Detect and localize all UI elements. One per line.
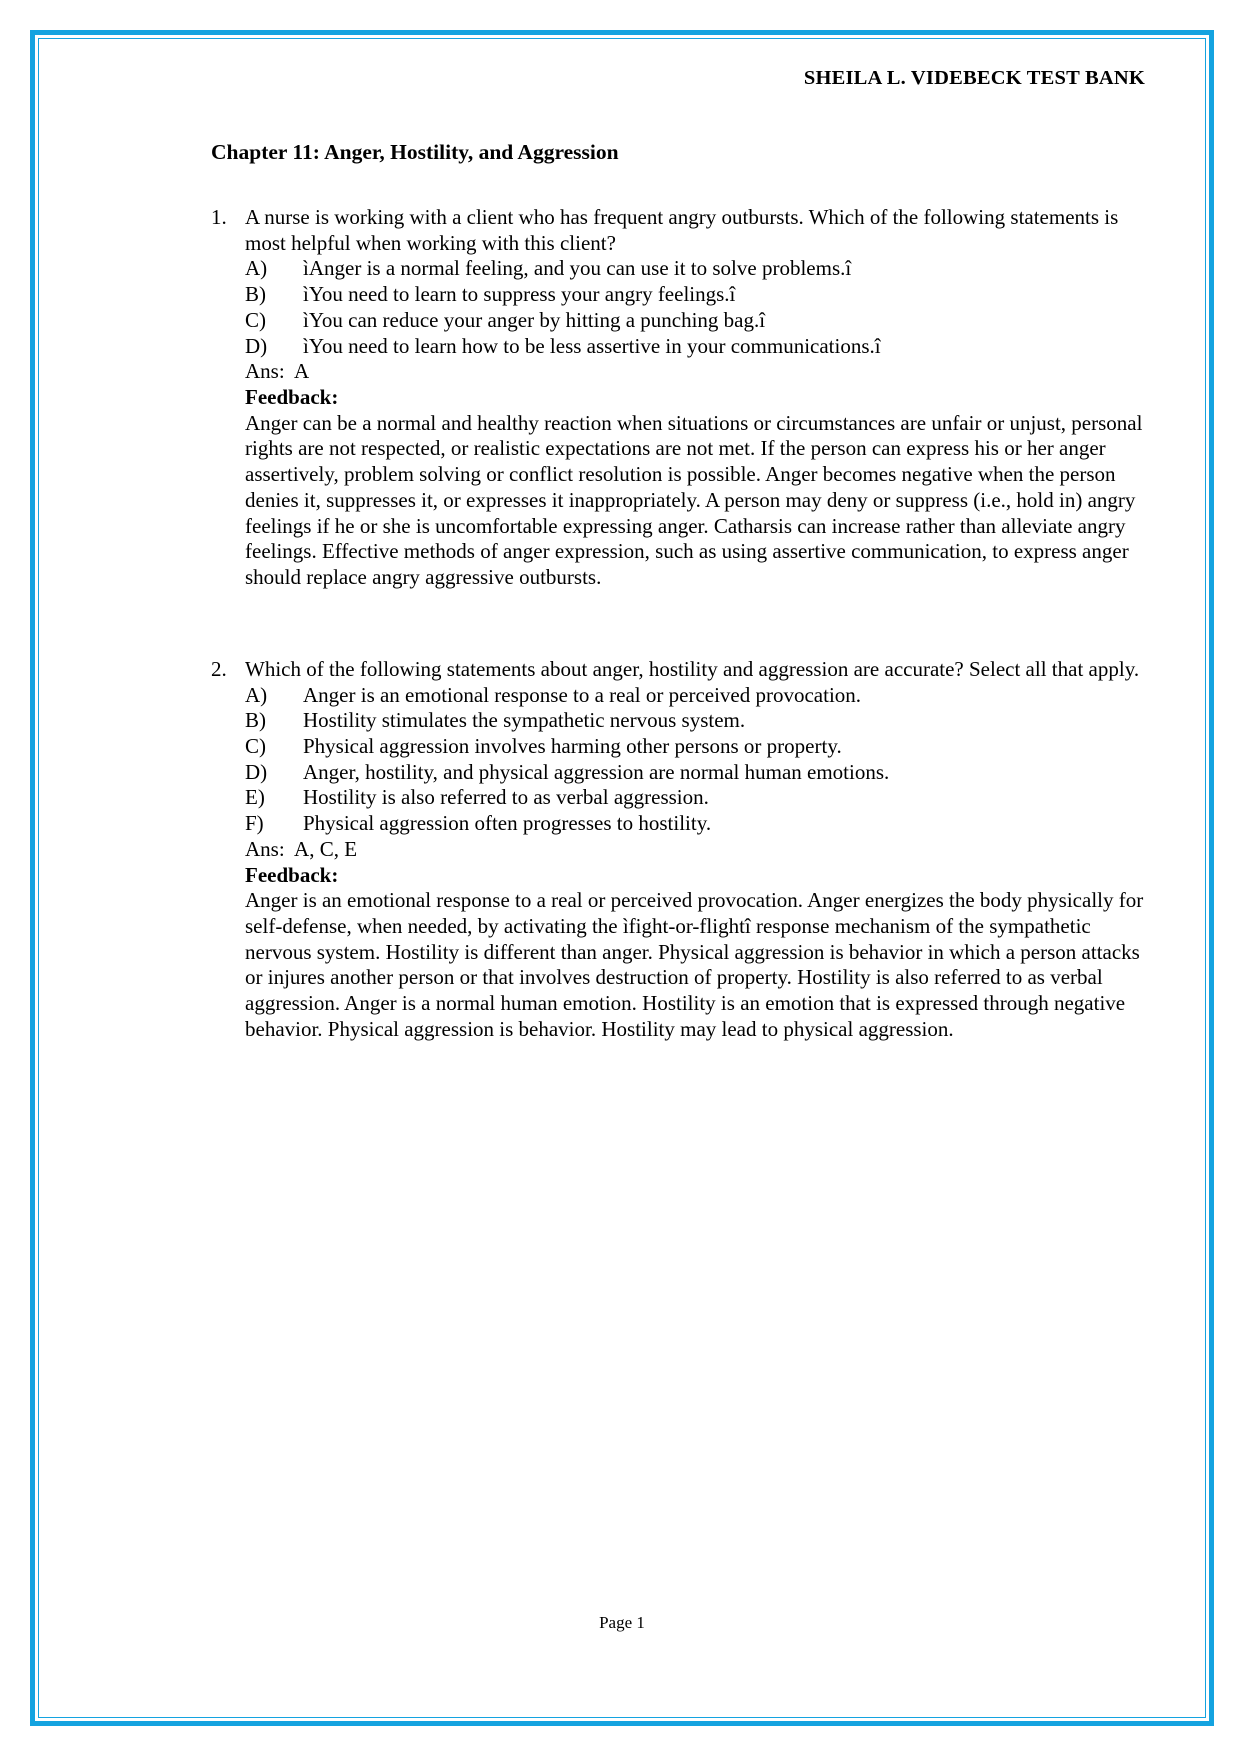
option-letter-2-a: A)	[245, 682, 268, 707]
option-text-1-d: ìYou need to learn how to be less assertive in your communications.î	[303, 333, 881, 358]
option-text-2-f: Physical aggression often progresses to hostility.	[303, 811, 712, 836]
option-letter-2-c: C)	[245, 733, 266, 758]
option-2-a[interactable]	[245, 683, 1153, 709]
option-letter-2-e: E)	[245, 785, 265, 810]
option-2-b[interactable]	[245, 708, 1153, 734]
option-text-1-b: ìYou need to learn to suppress your angry feelings.î	[303, 282, 736, 307]
option-text-2-d: Anger, hostility, and physical aggression are normal human emotions.	[303, 759, 890, 784]
option-2-c[interactable]	[245, 734, 1153, 760]
option-letter-1-a: A)	[245, 256, 268, 281]
page-border-inner	[38, 38, 1206, 1718]
page-footer-label: Page 1	[599, 1613, 645, 1632]
option-letter-1-b: B)	[245, 282, 266, 307]
chapter-title: Chapter 11: Anger, Hostility, and Aggression	[211, 140, 619, 164]
question-stem-text-2: Which of the following statements about anger, hostility and aggression are accurate? Select all that apply.	[245, 656, 1140, 681]
option-text-2-a: Anger is an emotional response to a real or perceived provocation.	[303, 682, 862, 707]
question-block-2	[211, 657, 1153, 1043]
option-1-a[interactable]	[245, 256, 1153, 282]
option-2-f[interactable]	[245, 811, 1153, 837]
option-letter-1-d: D)	[245, 333, 268, 358]
option-text-2-c: Physical aggression involves harming other persons or property.	[303, 733, 842, 758]
option-letter-2-f: F)	[245, 811, 264, 836]
option-text-2-b: Hostility stimulates the sympathetic nervous system.	[303, 708, 746, 733]
answer-prefix-2: Ans:	[245, 836, 285, 861]
feedback-label-2: Feedback:	[245, 862, 339, 887]
question-stem-2	[211, 657, 1153, 683]
options-list-1	[211, 256, 1153, 359]
answer-prefix-1: Ans:	[245, 359, 285, 384]
page-border-frame	[30, 30, 1214, 1726]
document-page	[39, 39, 1205, 1717]
question-number-1: 1.	[211, 205, 227, 229]
document-header-title: SHEILA L. VIDEBECK TEST BANK	[803, 67, 1145, 89]
option-letter-2-b: B)	[245, 708, 266, 733]
feedback-text-1: Anger can be a normal and healthy reaction when situations or circumstances are unfair or unjust, personal rights are not respected, or realistic expectations are not met. If the person can express his or her anger assertively, problem solving or conflict resolution is possible. Anger becomes negative when the person denies it, suppresses it, or expresses it inappropriately. A person may deny or suppress (i.e., hold in) angry feelings if he or she is uncomfortable expressing anger. Catharsis can increase rather than alleviate angry feelings. Effective methods of anger expression, such as using assertive communication, to express anger should replace angry aggressive outbursts.	[245, 410, 1143, 590]
option-letter-2-d: D)	[245, 759, 268, 784]
option-1-c[interactable]	[245, 308, 1153, 334]
feedback-label-1: Feedback:	[245, 385, 339, 410]
option-letter-1-c: C)	[245, 307, 266, 332]
answer-value-2: A, C, E	[294, 836, 358, 861]
question-stem-text-1: A nurse is working with a client who has frequent angry outbursts. Which of the following statements is most helpful when working with this client?	[245, 205, 1119, 255]
question-number-2: 2.	[211, 656, 227, 681]
question-stem-1	[211, 205, 1153, 256]
feedback-text-2: Anger is an emotional response to a real or perceived provocation. Anger energizes the body physically for self-defense, when needed, by activating the ìfight-or-flightî response mechanism of the sympathetic nervous system. Hostility is different than anger. Physical aggression is behavior in which a person attacks or injures another person or that involves destruction of property. Hostility is also referred to as verbal aggression. Anger is a normal human emotion. Hostility is an emotion that is expressed through negative behavior. Physical aggression is behavior. Hostility may lead to physical aggression.	[245, 888, 1144, 1041]
answer-line-1	[211, 359, 1153, 385]
option-1-b[interactable]	[245, 282, 1153, 308]
option-2-e[interactable]	[245, 785, 1153, 811]
option-text-2-e: Hostility is also referred to as verbal aggression.	[303, 785, 709, 810]
option-2-d[interactable]	[245, 760, 1153, 786]
answer-value-1: A	[294, 359, 310, 384]
option-1-d[interactable]	[245, 334, 1153, 360]
options-list-2	[211, 683, 1153, 837]
answer-line-2	[211, 837, 1153, 863]
option-text-1-c: ìYou can reduce your anger by hitting a punching bag.î	[303, 307, 766, 332]
question-block-1	[211, 205, 1153, 591]
option-text-1-a: ìAnger is a normal feeling, and you can use it to solve problems.î	[303, 256, 852, 281]
